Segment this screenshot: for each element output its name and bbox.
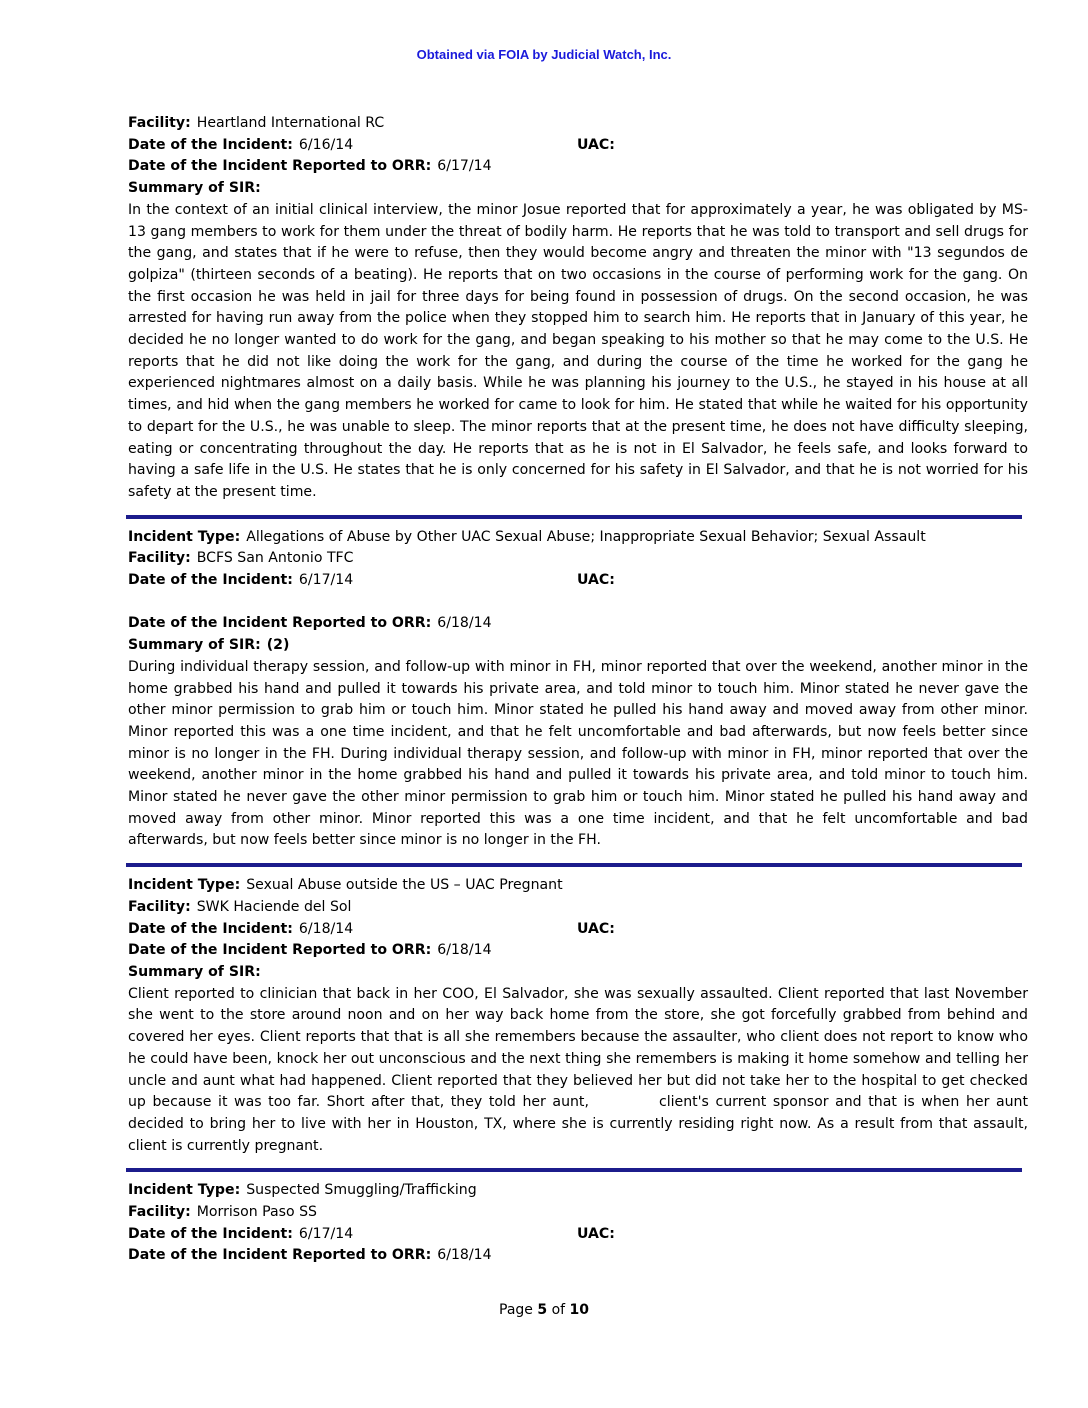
date-incident-label: Date of the Incident: — [128, 920, 293, 937]
date-reported-value: 6/18/14 — [437, 1247, 492, 1264]
facility-label: Facility: — [128, 1204, 191, 1221]
incident-type-value: Sexual Abuse outside the US – UAC Pregnant — [246, 877, 563, 894]
date-reported-value: 6/17/14 — [437, 158, 492, 175]
date-incident-row — [128, 135, 1028, 157]
date-reported-row — [128, 156, 1028, 178]
uac-label: UAC: — [577, 572, 615, 589]
foia-header: Obtained via FOIA by Judicial Watch, Inc. — [416, 47, 672, 62]
summary-text-part: Client reported to clinician that back in her COO, El Salvador, she was sexually assaulted. Client reported that last November she went to the store around noon and on her way back home from the store, she got forcefully grabbed from behind and covered her eyes. Client reports that that is all she remembers because the assaulter, who client does not report to know who he could have been, knock her out unconscious and the next thing she remembers is making it home somehow and telling her uncle and aunt what had happened. Client reported that they believed her but did not take her to the hospital to get checked up because it was too far. Short after that, they told her aunt, — [128, 985, 1028, 1111]
incident-type-row — [128, 527, 1028, 549]
uac-label: UAC: — [577, 1225, 615, 1242]
section-divider — [126, 515, 1022, 519]
summary-text — [128, 984, 1028, 1158]
facility-row — [128, 897, 1028, 919]
date-incident-row — [128, 919, 1028, 941]
incident-record — [128, 1180, 1028, 1267]
uac-label: UAC: — [577, 136, 615, 153]
date-incident-label: Date of the Incident: — [128, 1225, 293, 1242]
summary-row — [128, 962, 1028, 984]
date-reported-row — [128, 1245, 1028, 1267]
summary-text: In the context of an initial clinical interview, the minor Josue reported that for approximately a year, he was obligated by MS-13 gang members to work for them under the threat of bodily harm. He reports that he was told to transport and sell drugs for the gang, and states that if he were to refuse, then they would become angry and threaten the minor with "13 segundos de golpiza" (thirteen seconds of a beating). He reports that on two occasions in the course of performing work for the gang. On the first occasion he was held in jail for three days for being found in possession of drugs. On the second occasion, he was arrested for having run away from the police when they stopped him to search him. He reports that in January of this year, he decided he no longer wanted to do work for the gang, and began speaking to his mother so that he may come to the U.S. He reports that he did not like doing the work for the gang, and during the course of the time he worked for the gang he experienced nightmares almost on a daily basis. While he was planning his journey to the U.S., he stayed in his house at all times, and hid when the gang members he worked for came to look for him. He stated that while he waited for his opportunity to depart for the U.S., he was unable to sleep. The minor reports that at the present time, he does not have difficulty sleeping, eating or concentrating throughout the day. He reports that as he is not in El Salvador, he feels safe, and looks forward to having a safe life in the U.S. He states that he is only concerned for his safety in El Salvador, and that he is not worried for his safety at the present time. — [128, 201, 1028, 500]
date-incident-value: 6/17/14 — [298, 572, 354, 589]
date-reported-label: Date of the Incident Reported to ORR: — [128, 1247, 432, 1264]
summary-row — [128, 178, 1028, 200]
facility-label: Facility: — [128, 115, 191, 131]
summary-count: (2) — [266, 637, 290, 654]
date-incident-value: 6/18/14 — [298, 920, 354, 937]
incident-type-value: Allegations of Abuse by Other UAC Sexual Abuse; Inappropriate Sexual Behavior; Sexual Assault — [246, 528, 926, 545]
document-body — [128, 113, 1028, 1267]
incident-type-label: Incident Type: — [128, 528, 241, 545]
current-page: 5 — [537, 1302, 548, 1318]
incident-record — [128, 527, 1028, 853]
date-reported-label: Date of the Incident Reported to ORR: — [128, 615, 432, 632]
date-reported-row — [128, 613, 1028, 635]
facility-row — [128, 113, 1028, 135]
summary-text: During individual therapy session, and follow-up with minor in FH, minor reported that over the weekend, another minor in the home grabbed his hand and pulled it towards his private area, and told minor to touch him. Minor stated he never gave the other minor permission to grab him or touch him. Minor stated he pulled his hand away and moved away from other minor. Minor reported this was a one time incident, and that he felt uncomfortable and bad afterwards, but now feels better since minor is no longer in the FH. During individual therapy session, and follow-up with minor in FH, minor reported that over the weekend, another minor in the home grabbed his hand and pulled it towards his private area, and told minor to touch him. Minor stated he never gave the other minor permission to grab him or touch him. Minor stated he pulled his hand away and moved away from other minor. Minor reported this was a one time incident, and that he felt uncomfortable and bad afterwards, but now feels better since minor is no longer in the FH. — [128, 658, 1028, 849]
date-incident-value: 6/17/14 — [298, 1225, 354, 1242]
facility-row — [128, 1202, 1028, 1224]
summary-label: Summary of SIR: — [128, 964, 261, 980]
date-incident-row — [128, 1224, 1028, 1246]
date-reported-value: 6/18/14 — [437, 615, 492, 632]
incident-type-row — [128, 1180, 1028, 1202]
facility-value: Morrison Paso SS — [196, 1204, 317, 1221]
page-word: Page — [499, 1302, 533, 1318]
date-incident-row — [128, 570, 1028, 592]
summary-row — [128, 635, 1028, 657]
facility-label: Facility: — [128, 898, 191, 915]
summary-text-part: client's current sponsor and that is when her aunt decided to bring her to live with her in Houston, TX, where she is currently residing right now. As a result from that assault, client is currently pregnant. — [128, 1094, 1028, 1154]
of-word: of — [551, 1302, 566, 1318]
total-pages: 10 — [569, 1302, 589, 1318]
date-incident-label: Date of the Incident: — [128, 572, 293, 589]
date-incident-value: 6/16/14 — [298, 136, 354, 153]
incident-type-label: Incident Type: — [128, 877, 241, 894]
date-reported-value: 6/18/14 — [437, 942, 492, 959]
facility-label: Facility: — [128, 550, 191, 567]
uac-label: UAC: — [577, 920, 615, 937]
summary-label: Summary of SIR: — [128, 180, 261, 197]
date-reported-label: Date of the Incident Reported to ORR: — [128, 942, 432, 959]
date-incident-label: Date of the Incident: — [128, 136, 293, 153]
facility-row — [128, 548, 1028, 570]
facility-value: SWK Haciende del Sol — [196, 898, 352, 915]
facility-value: BCFS San Antonio TFC — [196, 550, 354, 567]
facility-value: Heartland International RC — [196, 115, 385, 131]
incident-record — [128, 875, 1028, 1157]
section-divider — [126, 1168, 1022, 1172]
page-number — [0, 1302, 1088, 1318]
blank-line — [128, 592, 1028, 614]
summary-label: Summary of SIR: — [128, 637, 261, 654]
date-reported-label: Date of the Incident Reported to ORR: — [128, 158, 432, 175]
incident-type-label: Incident Type: — [128, 1182, 241, 1199]
incident-type-row — [128, 875, 1028, 897]
incident-type-value: Suspected Smuggling/Trafficking — [246, 1182, 477, 1199]
incident-record — [128, 113, 1028, 504]
date-reported-row — [128, 940, 1028, 962]
section-divider — [126, 863, 1022, 867]
